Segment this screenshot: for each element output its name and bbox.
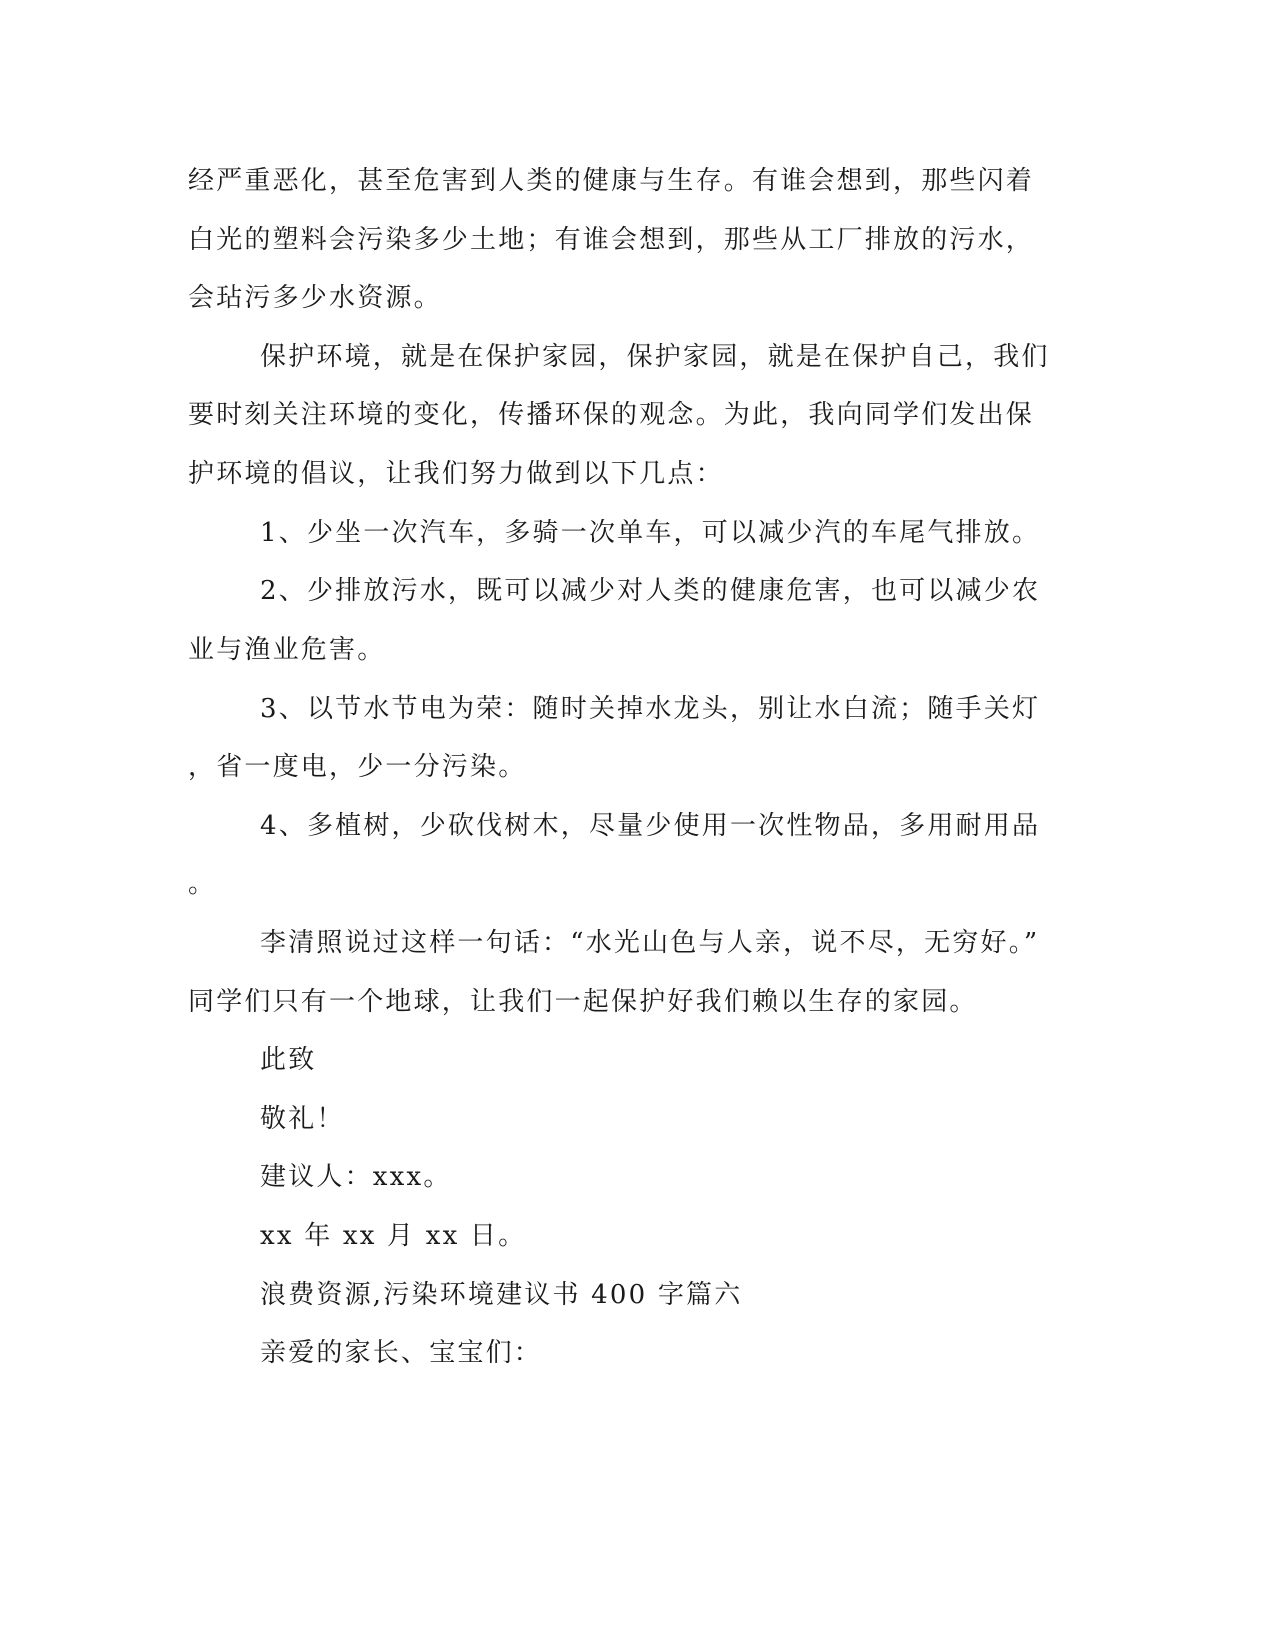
paragraph-line: 会玷污多少水资源。: [188, 283, 442, 313]
list-item-3: 3、以节水节电为荣：随时关掉水龙头，别让水白流；随手关灯: [260, 694, 1041, 724]
signer-line: 建议人：xxx。: [260, 1162, 452, 1192]
paragraph-line: 保护环境，就是在保护家园，保护家园，就是在保护自己，我们: [260, 342, 1050, 372]
greeting-line: 亲爱的家长、宝宝们：: [260, 1338, 543, 1368]
paragraph-line: 经严重恶化，甚至危害到人类的健康与生存。有谁会想到，那些闪着: [188, 166, 1035, 196]
date-line: xx 年 xx 月 xx 日。: [260, 1221, 527, 1251]
list-item-2-continued: 业与渔业危害。: [188, 635, 386, 665]
list-item-4-continued: 。: [188, 869, 217, 899]
paragraph-line: 白光的塑料会污染多少土地；有谁会想到，那些从工厂排放的污水，: [188, 225, 1035, 255]
list-item-2: 2、少排放污水，既可以减少对人类的健康危害，也可以减少农: [260, 576, 1041, 606]
list-item-3-continued: ，省一度电，少一分污染。: [188, 752, 527, 782]
closing-regards: 敬礼！: [260, 1104, 345, 1134]
paragraph-line: 要时刻关注环境的变化，传播环保的观念。为此，我向同学们发出保: [188, 400, 1035, 430]
list-item-1: 1、少坐一次汽车，多骑一次单车，可以减少汽的车尾气排放。: [260, 518, 1041, 548]
paragraph-line: 护环境的倡议，让我们努力做到以下几点：: [188, 459, 724, 489]
section-heading: 浪费资源,污染环境建议书 400 字篇六: [260, 1280, 743, 1310]
paragraph-line: 同学们只有一个地球，让我们一起保护好我们赖以生存的家园。: [188, 987, 978, 1017]
list-item-4: 4、多植树，少砍伐树木，尽量少使用一次性物品，多用耐用品: [260, 811, 1041, 841]
quote-line: 李清照说过这样一句话：“水光山色与人亲，说不尽，无穷好。”: [260, 928, 1040, 958]
closing-salutation: 此致: [260, 1045, 317, 1075]
